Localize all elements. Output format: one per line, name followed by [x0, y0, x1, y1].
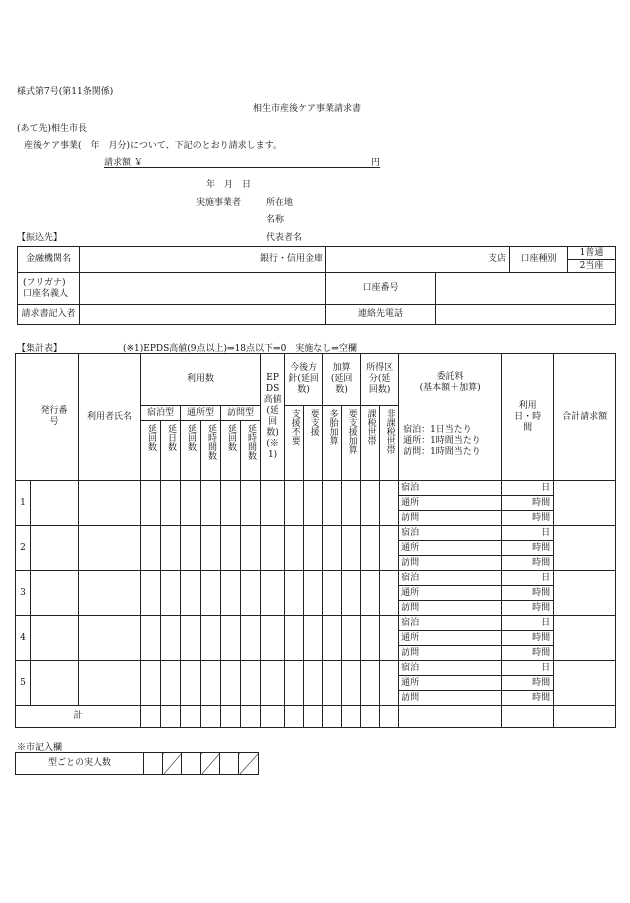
count-cell[interactable] — [323, 661, 342, 706]
holder-label: 口座名義人 — [23, 288, 69, 299]
usage-home-cell[interactable] — [502, 691, 554, 706]
count-cell[interactable] — [221, 616, 241, 661]
fee-stay-cell[interactable] — [399, 526, 502, 541]
count-cell[interactable] — [241, 571, 261, 616]
count-cell[interactable] — [342, 481, 361, 526]
support-need-header: 要支援 — [304, 406, 323, 481]
total-cell[interactable] — [502, 706, 554, 728]
city-section-title: ※市記入欄 — [17, 743, 63, 753]
total-cell[interactable] — [241, 706, 261, 728]
multi-birth-header: 多胎加算 — [323, 406, 342, 481]
fee-home-label: 訪問 — [401, 602, 420, 613]
count-cell[interactable] — [141, 661, 161, 706]
fee-home-cell[interactable] — [399, 691, 502, 706]
row-total-cell[interactable] — [554, 481, 616, 526]
name-label: 名称 — [266, 215, 285, 225]
fee-header — [399, 354, 502, 481]
usage-unit: 時間 — [532, 587, 551, 598]
fee-stay-cell[interactable] — [399, 661, 502, 676]
total-cell[interactable] — [285, 706, 304, 728]
usage-unit: 時間 — [532, 677, 551, 688]
count-cell[interactable] — [181, 526, 201, 571]
count-cell[interactable] — [261, 616, 285, 661]
user-name-cell[interactable] — [79, 661, 141, 706]
count-cell[interactable] — [161, 661, 181, 706]
row-total-cell[interactable] — [554, 616, 616, 661]
amount-label: 請求額 ￥ — [104, 158, 143, 168]
usage-home-cell[interactable] — [502, 556, 554, 571]
issue-no-cell[interactable] — [31, 616, 79, 661]
row-number: 5 — [16, 661, 31, 706]
count-cell[interactable] — [241, 661, 261, 706]
provider-label: 実施事業者 — [196, 198, 242, 208]
actual-count-label: 型ごとの実人数 — [16, 753, 144, 775]
fee-stay-rate: 宿泊：1日当たり — [403, 425, 472, 435]
policy-header: 今後方針(延回数) — [285, 354, 323, 406]
usage-visit-cell[interactable] — [502, 541, 554, 556]
fee-visit-label: 通所 — [401, 587, 420, 598]
fee-stay-label: 宿泊 — [401, 527, 420, 538]
account-type-ordinary[interactable]: 1普通 — [568, 247, 616, 260]
stay-count-header: 延回数 — [141, 421, 161, 481]
count-cell[interactable] — [304, 571, 323, 616]
fee-visit-cell[interactable] — [399, 541, 502, 556]
count-cell[interactable] — [261, 661, 285, 706]
count-cell[interactable] — [181, 571, 201, 616]
epds-header: EPDS高値(延回数)(※1) — [261, 354, 285, 481]
count-cell[interactable] — [342, 571, 361, 616]
fee-home-cell[interactable] — [399, 556, 502, 571]
stay-days-header: 延日数 — [161, 421, 181, 481]
home-type-header: 訪問型 — [221, 406, 261, 421]
usage-unit: 時間 — [532, 602, 551, 613]
fee-title: 委託料 — [436, 372, 464, 382]
diagonal-cell — [201, 753, 220, 775]
account-type-current[interactable]: 2当座 — [568, 260, 616, 273]
total-cell[interactable] — [201, 706, 221, 728]
usage-stay-cell[interactable] — [502, 571, 554, 586]
user-name-cell[interactable] — [79, 481, 141, 526]
count-cell[interactable] — [181, 616, 201, 661]
actual-count-cell[interactable] — [144, 753, 163, 775]
fee-visit-cell[interactable] — [399, 676, 502, 691]
representative-label: 代表者名 — [266, 233, 303, 243]
count-cell[interactable] — [380, 526, 399, 571]
account-number-field[interactable] — [436, 273, 616, 305]
fee-home-label: 訪問 — [401, 692, 420, 703]
row-total-cell[interactable] — [554, 526, 616, 571]
count-cell[interactable] — [285, 571, 304, 616]
usage-visit-cell[interactable] — [502, 496, 554, 511]
count-cell[interactable] — [201, 616, 221, 661]
total-cell[interactable] — [380, 706, 399, 728]
usage-visit-cell[interactable] — [502, 676, 554, 691]
bank-name-field[interactable] — [80, 247, 326, 273]
addition-header: 加算(延回数) — [323, 354, 361, 406]
fee-home-cell[interactable] — [399, 511, 502, 526]
visit-type-header: 通所型 — [181, 406, 221, 421]
request-statement: 産後ケア事業( 年 月分)について、下記のとおり請求します。 — [24, 141, 282, 151]
count-cell[interactable] — [380, 616, 399, 661]
addressee: (あて先)相生市長 — [17, 124, 88, 134]
count-cell[interactable] — [161, 571, 181, 616]
writer-field[interactable] — [80, 305, 326, 325]
total-cell[interactable] — [181, 706, 201, 728]
usage-unit: 日 — [541, 482, 551, 493]
usage-unit: 時間 — [532, 512, 551, 523]
count-cell[interactable] — [361, 571, 380, 616]
count-cell[interactable] — [241, 616, 261, 661]
usage-unit: 日 — [541, 572, 551, 583]
count-cell[interactable] — [141, 571, 161, 616]
row-total-cell[interactable] — [554, 571, 616, 616]
fee-stay-cell[interactable] — [399, 481, 502, 496]
city-table — [15, 752, 259, 775]
count-cell[interactable] — [323, 526, 342, 571]
usage-stay-cell[interactable] — [502, 661, 554, 676]
count-cell[interactable] — [141, 526, 161, 571]
user-name-cell[interactable] — [79, 571, 141, 616]
usage-unit: 時間 — [532, 632, 551, 643]
bank-suffix: 銀行・信用金庫 — [259, 254, 323, 264]
count-cell[interactable] — [361, 526, 380, 571]
count-cell[interactable] — [361, 616, 380, 661]
count-cell[interactable] — [342, 526, 361, 571]
issue-no-header: 発行番号 — [16, 354, 79, 481]
table-row — [16, 481, 616, 496]
total-cell[interactable] — [261, 706, 285, 728]
usage-home-cell[interactable] — [502, 646, 554, 661]
usage-unit: 時間 — [532, 692, 551, 703]
fee-visit-rate: 通所：1時間当たり — [403, 436, 481, 446]
fee-stay-label: 宿泊 — [401, 572, 420, 583]
summary-section-title: 【集計表】 — [17, 344, 63, 354]
count-cell[interactable] — [323, 616, 342, 661]
fee-stay-cell[interactable] — [399, 571, 502, 586]
summary-table — [15, 353, 616, 728]
taxed-header: 課税世帯 — [361, 406, 380, 481]
count-cell[interactable] — [141, 616, 161, 661]
fee-visit-cell[interactable] — [399, 586, 502, 601]
actual-count-cell[interactable] — [220, 753, 239, 775]
account-type-label: 口座種別 — [510, 247, 568, 273]
writer-label: 請求書記入者 — [18, 305, 80, 325]
account-number-label: 口座番号 — [326, 273, 436, 305]
count-cell[interactable] — [285, 481, 304, 526]
count-cell[interactable] — [161, 481, 181, 526]
nontaxed-header: 非課税世帯 — [380, 406, 399, 481]
total-cell[interactable] — [141, 706, 161, 728]
count-cell[interactable] — [342, 616, 361, 661]
fee-home-label: 訪問 — [401, 512, 420, 523]
fee-home-cell[interactable] — [399, 601, 502, 616]
fee-visit-label: 通所 — [401, 677, 420, 688]
fee-visit-label: 通所 — [401, 632, 420, 643]
count-cell[interactable] — [323, 481, 342, 526]
table-row — [16, 571, 616, 586]
count-cell[interactable] — [304, 526, 323, 571]
support-add-header: 要支援加算 — [342, 406, 361, 481]
fee-stay-label: 宿泊 — [401, 482, 420, 493]
count-cell[interactable] — [221, 481, 241, 526]
fee-home-cell[interactable] — [399, 646, 502, 661]
fee-home-rate: 訪問：1時間当たり — [403, 447, 481, 457]
count-cell[interactable] — [261, 481, 285, 526]
row-number: 4 — [16, 616, 31, 661]
home-hours-header: 延時間数 — [241, 421, 261, 481]
row-number: 3 — [16, 571, 31, 616]
count-cell[interactable] — [261, 526, 285, 571]
usage-stay-cell[interactable] — [502, 526, 554, 541]
fee-visit-label: 通所 — [401, 497, 420, 508]
visit-hours-header: 延時間数 — [201, 421, 221, 481]
bank-table — [17, 246, 616, 325]
count-cell[interactable] — [285, 616, 304, 661]
row-number: 1 — [16, 481, 31, 526]
count-cell[interactable] — [304, 661, 323, 706]
stay-type-header: 宿泊型 — [141, 406, 181, 421]
total-cell[interactable] — [161, 706, 181, 728]
visit-count-header: 延回数 — [181, 421, 201, 481]
count-cell[interactable] — [380, 571, 399, 616]
issue-no-cell[interactable] — [31, 526, 79, 571]
count-cell[interactable] — [380, 481, 399, 526]
usage-stay-cell[interactable] — [502, 481, 554, 496]
total-cell[interactable] — [361, 706, 380, 728]
fee-subtitle: (基本額＋加算) — [419, 383, 481, 393]
total-cell[interactable] — [399, 706, 502, 728]
holder-label-cell — [18, 273, 80, 305]
issue-no-cell[interactable] — [31, 661, 79, 706]
home-count-header: 延回数 — [221, 421, 241, 481]
count-cell[interactable] — [181, 661, 201, 706]
count-cell[interactable] — [285, 661, 304, 706]
count-cell[interactable] — [304, 616, 323, 661]
usage-visit-cell[interactable] — [502, 586, 554, 601]
count-cell[interactable] — [221, 661, 241, 706]
count-cell[interactable] — [285, 526, 304, 571]
count-cell[interactable] — [380, 661, 399, 706]
issue-no-cell[interactable] — [31, 571, 79, 616]
count-cell[interactable] — [241, 526, 261, 571]
usage-header: 利用数 — [141, 354, 261, 406]
count-cell[interactable] — [241, 481, 261, 526]
phone-field[interactable] — [436, 305, 616, 325]
count-cell[interactable] — [261, 571, 285, 616]
usage-unit: 日 — [541, 617, 551, 628]
actual-count-cell[interactable] — [182, 753, 201, 775]
count-cell[interactable] — [361, 661, 380, 706]
count-cell[interactable] — [201, 661, 221, 706]
total-cell[interactable] — [304, 706, 323, 728]
date-line[interactable]: 年 月 日 — [206, 180, 252, 190]
support-none-header: 支援不要 — [285, 406, 304, 481]
fee-visit-label: 通所 — [401, 542, 420, 553]
table-row — [16, 616, 616, 631]
user-name-cell[interactable] — [79, 616, 141, 661]
income-header: 所得区分(延回数) — [361, 354, 399, 406]
usage-time-header: 利用日・時間 — [502, 354, 554, 481]
furigana-label: (フリガナ) — [23, 277, 66, 288]
address-label: 所在地 — [266, 198, 294, 208]
usage-unit: 時間 — [532, 497, 551, 508]
count-cell[interactable] — [201, 481, 221, 526]
count-cell[interactable] — [221, 571, 241, 616]
holder-field[interactable] — [80, 273, 326, 305]
branch-suffix: 支店 — [488, 254, 507, 264]
count-cell[interactable] — [181, 481, 201, 526]
table-row — [16, 661, 616, 676]
grand-total-cell[interactable] — [554, 706, 616, 728]
count-cell[interactable] — [201, 571, 221, 616]
total-cell[interactable] — [323, 706, 342, 728]
count-cell[interactable] — [141, 481, 161, 526]
fee-visit-cell[interactable] — [399, 631, 502, 646]
user-name-cell[interactable] — [79, 526, 141, 571]
count-cell[interactable] — [221, 526, 241, 571]
total-row-label: 計 — [16, 706, 141, 728]
row-total-cell[interactable] — [554, 661, 616, 706]
total-cell[interactable] — [342, 706, 361, 728]
fee-home-label: 訪問 — [401, 557, 420, 568]
amount-unit: 円 — [370, 158, 380, 168]
count-cell[interactable] — [304, 481, 323, 526]
usage-unit: 時間 — [532, 647, 551, 658]
count-cell[interactable] — [323, 571, 342, 616]
usage-home-cell[interactable] — [502, 601, 554, 616]
usage-home-cell[interactable] — [502, 511, 554, 526]
branch-field[interactable] — [326, 247, 510, 273]
usage-visit-cell[interactable] — [502, 631, 554, 646]
count-cell[interactable] — [161, 616, 181, 661]
diagonal-cell — [163, 753, 182, 775]
phone-label: 連絡先電話 — [326, 305, 436, 325]
fee-stay-label: 宿泊 — [401, 617, 420, 628]
fee-home-label: 訪問 — [401, 647, 420, 658]
fee-stay-cell[interactable] — [399, 616, 502, 631]
row-number: 2 — [16, 526, 31, 571]
usage-unit: 時間 — [532, 557, 551, 568]
diagonal-cell — [239, 753, 259, 775]
institution-label: 金融機関名 — [18, 247, 80, 273]
usage-unit: 日 — [541, 662, 551, 673]
summary-note: (※1)EPDS高値(9点以上)⇒18点以下⇒0 実施なし⇒空欄 — [123, 344, 357, 354]
usage-unit: 時間 — [532, 542, 551, 553]
fee-visit-cell[interactable] — [399, 496, 502, 511]
bank-section-title: 【振込先】 — [17, 233, 63, 243]
user-name-header: 利用者氏名 — [79, 354, 141, 481]
form-number: 様式第7号(第11条関係) — [17, 87, 114, 97]
usage-unit: 日 — [541, 527, 551, 538]
total-amount-header: 合計請求額 — [554, 354, 616, 481]
count-cell[interactable] — [201, 526, 221, 571]
amount-line[interactable] — [104, 155, 380, 168]
table-row — [16, 526, 616, 541]
count-cell[interactable] — [342, 661, 361, 706]
issue-no-cell[interactable] — [31, 481, 79, 526]
usage-stay-cell[interactable] — [502, 616, 554, 631]
count-cell[interactable] — [161, 526, 181, 571]
fee-stay-label: 宿泊 — [401, 662, 420, 673]
total-cell[interactable] — [221, 706, 241, 728]
count-cell[interactable] — [361, 481, 380, 526]
document-title: 相生市産後ケア事業請求書 — [253, 104, 362, 114]
